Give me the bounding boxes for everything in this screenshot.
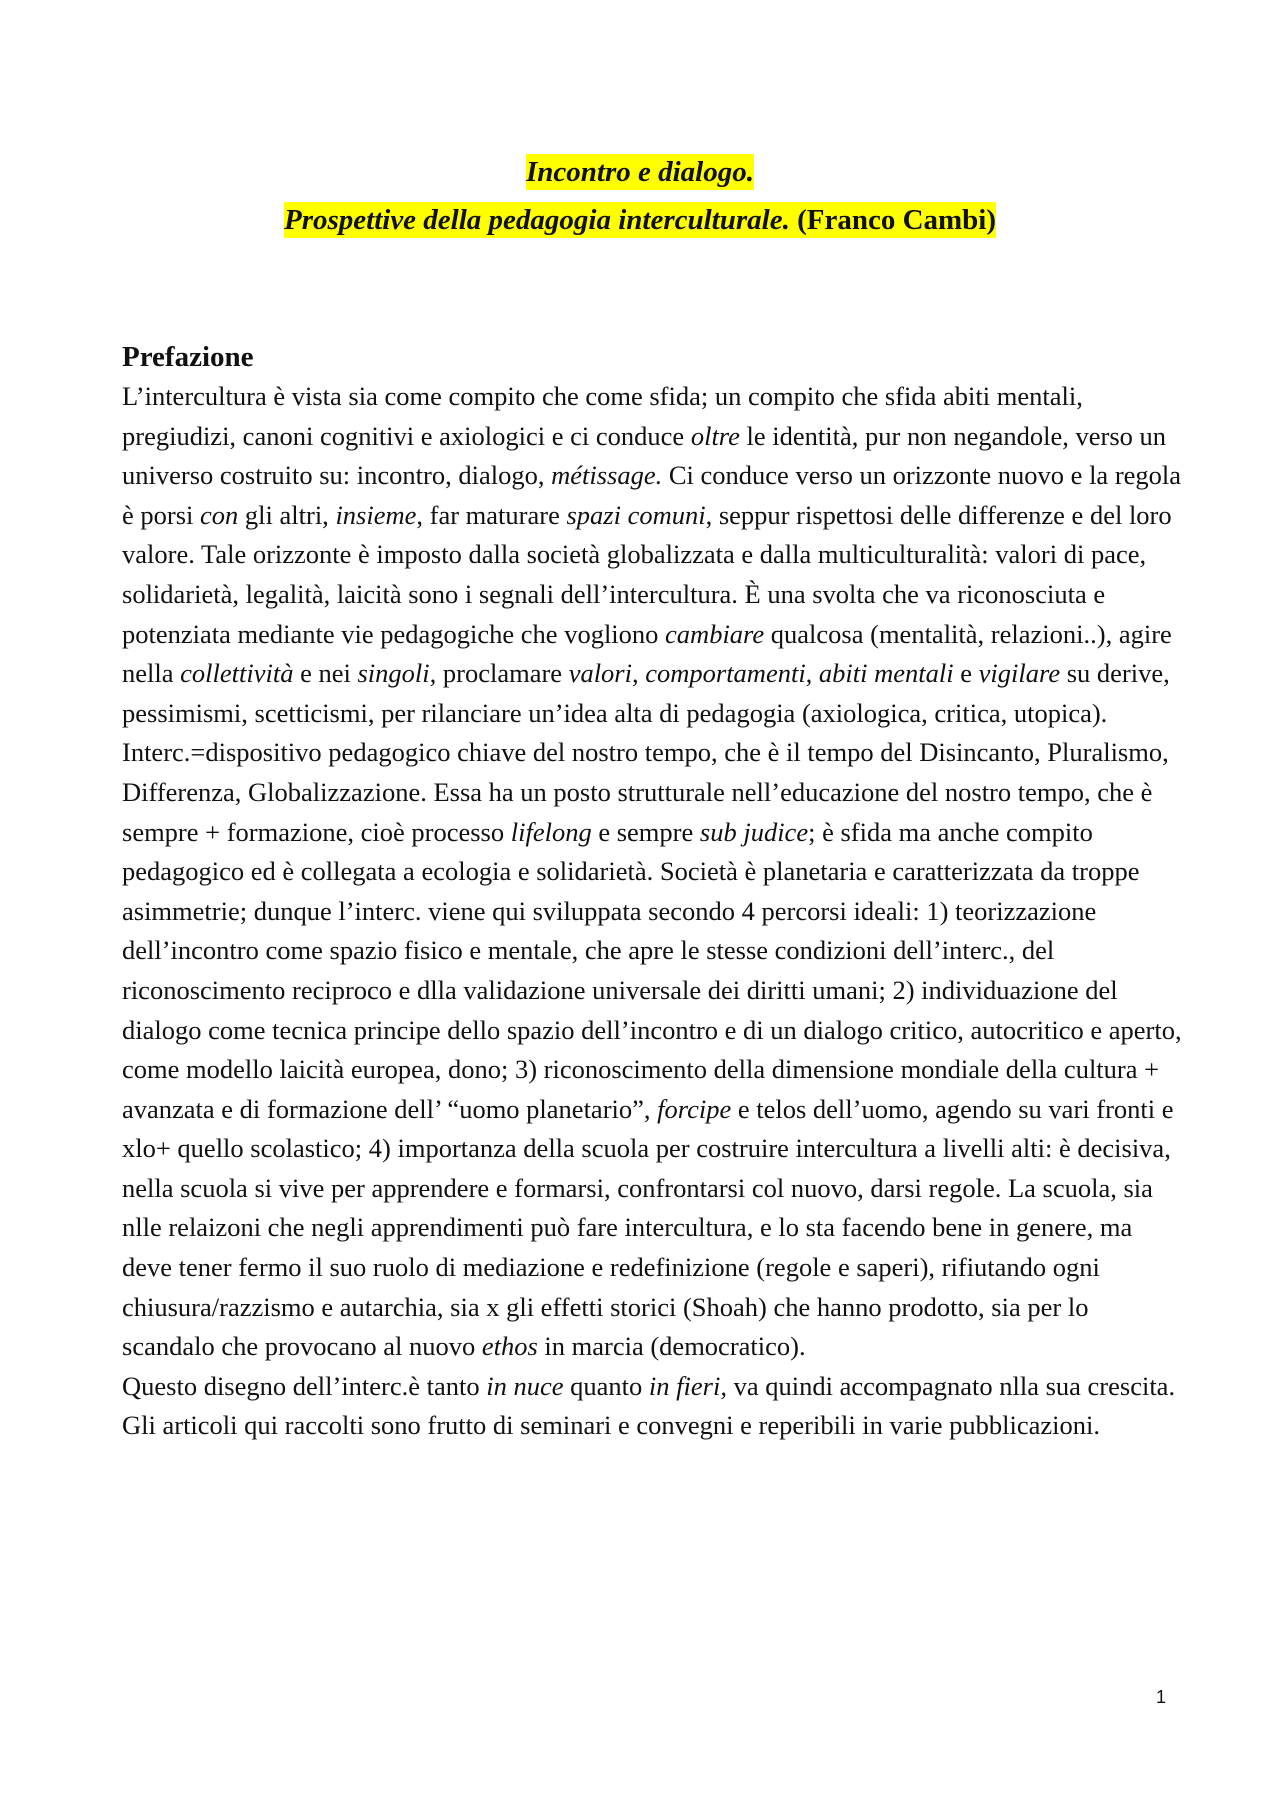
page-number: 1 xyxy=(1155,1687,1166,1707)
text-run: e sempre xyxy=(591,816,700,847)
italic-run: in nuce xyxy=(486,1370,564,1401)
italic-run: con xyxy=(200,499,239,530)
italic-run: collettività xyxy=(180,658,294,689)
body-paragraph-2 xyxy=(122,1367,1182,1446)
text-run: , seppur rispettosi delle differenze e del loro valore. Tale orizzonte è imposto dalla società globalizzata e dalla multiculturalità: valori di pace, solidarietà, legalità, laicità sono i segnali dell’intercultura. È una svolta che va riconosciuta e potenziata mediante vie pedagogiche che vogliono xyxy=(122,499,1172,649)
title-line-1 xyxy=(0,150,1280,194)
italic-run: oltre xyxy=(690,420,740,451)
italic-run: insieme xyxy=(335,499,417,530)
text-run: proclamare xyxy=(436,658,569,689)
italic-run: métissage. xyxy=(551,460,663,491)
text-run: e xyxy=(953,658,979,689)
italic-run: valori, comportamenti, abiti mentali xyxy=(568,658,954,689)
section-heading: Prefazione xyxy=(122,341,254,373)
text-run: va quindi accompagnato nlla sua crescita. Gli articoli qui raccolti sono frutto di seminari e convegni e reperibili in varie pubblicazioni. xyxy=(122,1370,1176,1441)
text-run: , far maturare xyxy=(416,499,567,530)
italic-run: cambiare xyxy=(665,618,765,649)
title-highlight-2 xyxy=(284,202,996,238)
text-run: e nei xyxy=(293,658,358,689)
document-subtitle: Prospettive della pedagogia interculturale. xyxy=(283,204,790,236)
italic-run: forcipe xyxy=(657,1093,732,1124)
text-run: L’intercultura è vista sia come compito che come sfida; un compito che sfida abiti mentali, pregiudizi, canoni cognitivi e axiologici e ci conduce xyxy=(122,381,1083,451)
document-author: (Franco Cambi) xyxy=(797,204,997,236)
title-line-2 xyxy=(0,198,1280,242)
italic-run: spazi comuni xyxy=(566,499,706,530)
italic-run: sub judice xyxy=(699,816,809,847)
italic-run: lifelong xyxy=(510,816,592,847)
document-title: Incontro e dialogo. xyxy=(526,156,754,188)
italic-run: in fieri, xyxy=(648,1370,727,1401)
text-run: gli altri, xyxy=(238,499,336,530)
italic-run: ethos xyxy=(481,1331,538,1362)
text-run: e telos dell’uomo, agendo su vari fronti e xlo+ quello scolastico; 4) importanza della scuola per costruire intercultura a livelli alti: è decisiva, nella scuola si vive per apprendere e formarsi, confrontarsi col nuovo, darsi regole. La scuola, sia nlle relaizoni che negli apprendimenti può fare intercultura, e lo sta facendo bene in genere, ma deve tener fermo il suo ruolo di mediazione e redefinizione (regole e saperi), rifiutando ogni chiusura/razzismo e autarchia, sia x gli effetti storici (Shoah) che hanno prodotto, sia per lo scandalo che provocano al nuovo xyxy=(122,1093,1174,1362)
text-run: Ci conduce verso un orizzonte nuovo e la regola è porsi xyxy=(122,460,1182,530)
text-run: quanto xyxy=(563,1370,649,1401)
text-run: le identità, pur non negandole, verso un universo costruito su: incontro, dialogo, xyxy=(122,420,1167,491)
body-paragraph-1 xyxy=(122,377,1182,1367)
text-run: su derive, pessimismi, scetticismi, per rilanciare un’idea alta di pedagogia (axiologica, critica, utopica). Interc.=dispositivo pedagogico chiave del nostro tempo, che è il tempo del Disincanto, Pluralismo, Differenza, Globalizzazione. Essa ha un posto strutturale nell’educazione del nostro tempo, che è sempre + formazione, cioè processo xyxy=(122,658,1170,847)
italic-run: singoli, xyxy=(357,658,437,689)
text-run: ; è sfida ma anche compito pedagogico ed è collegata a ecologia e solidarietà. Società è planetaria e caratterizzata da troppe asimmetrie; dunque l’interc. viene qui sviluppata secondo 4 percorsi ideali: 1) teorizzazione dell’incontro come spazio fisico e mentale, che apre le stesse condizioni dell’interc., del riconoscimento reciproco e dlla validazione universale dei diritti umani; 2) individuazione del dialogo come tecnica principe dello spazio dell’incontro e di un dialogo critico, autocritico e aperto, come modello laicità europea, dono; 3) riconoscimento della dimensione mondiale della cultura + avanzata e di formazione dell’ “uomo planetario”, xyxy=(122,816,1182,1124)
text-run: qualcosa (mentalità, relazioni..), agire nella xyxy=(122,618,1172,689)
italic-run: vigilare xyxy=(978,658,1061,689)
text-run: in marcia (democratico). xyxy=(537,1331,806,1362)
text-run: Questo disegno dell’interc.è tanto xyxy=(122,1370,487,1401)
title-block xyxy=(0,150,1280,242)
body-block xyxy=(122,337,1182,1446)
title-highlight-1 xyxy=(526,154,754,190)
